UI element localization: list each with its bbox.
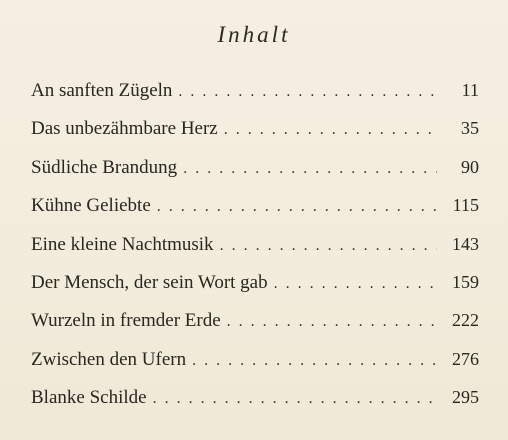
dot-leader [220,237,437,255]
toc-entry-page: 35 [461,118,479,139]
dot-leader [227,313,437,331]
toc-entry-page: 276 [452,348,479,369]
dot-leader [153,390,437,408]
toc-entry [31,387,479,425]
toc-entry-title: Wurzeln in fremder Erde [31,310,221,332]
toc-entry [31,272,479,310]
toc-entry-title: Südliche Brandung [31,156,178,178]
toc-entry-title: An sanften Zügeln [31,80,173,101]
table-of-contents [31,80,479,426]
toc-entry-page: 115 [452,195,479,216]
toc-entry-title: Eine kleine Nachtmusik [31,233,214,255]
toc-entry-title: Zwischen den Ufern [31,348,187,370]
toc-entry-page: 143 [452,233,479,254]
toc-entry-page: 159 [452,271,479,292]
toc-entry [31,118,479,156]
toc-entry [31,195,479,233]
toc-entry-page: 90 [461,156,479,177]
dot-leader [224,121,437,139]
toc-entry [31,234,479,272]
toc-entry [31,349,479,387]
dot-leader [183,160,437,178]
toc-entry-page: 295 [452,387,479,408]
toc-entry-title: Das unbezähmbare Herz [31,118,218,140]
toc-entry [31,310,479,348]
toc-entry-page: 222 [452,310,479,331]
dot-leader [178,83,437,101]
page-title: Inhalt [217,22,291,47]
dot-leader [274,275,437,293]
toc-entry [31,80,479,118]
toc-entry-page: 11 [461,80,479,100]
toc-entry-title: Der Mensch, der sein Wort gab [31,271,268,293]
toc-entry-title: Kühne Geliebte [31,195,151,217]
toc-entry [31,157,479,195]
toc-entry-title: Blanke Schilde [31,387,147,409]
dot-leader [192,352,437,370]
dot-leader [157,198,437,216]
